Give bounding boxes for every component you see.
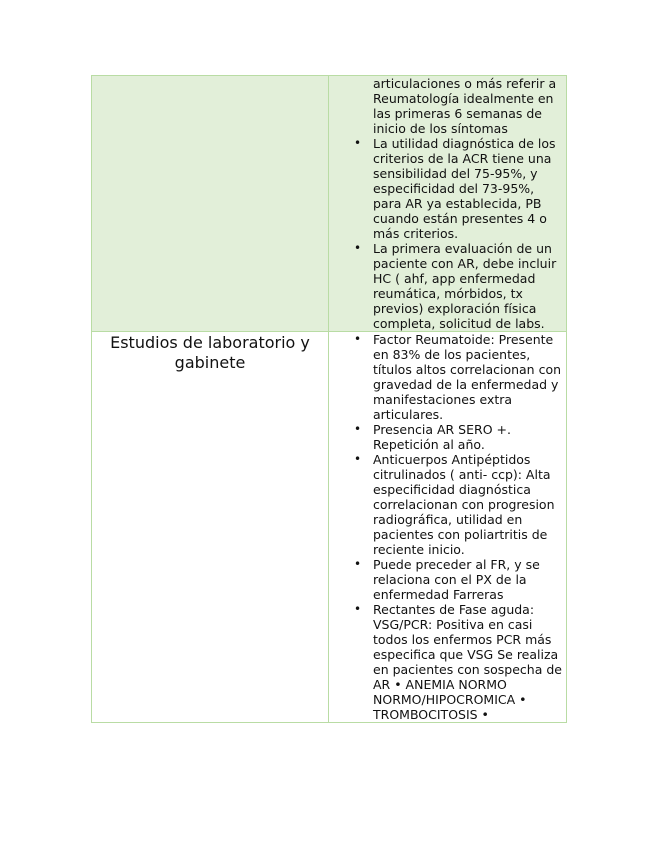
table-row — [92, 332, 567, 723]
list-item: • La primera evaluación de un paciente con AR, debe incluir HC ( ahf, app enfermedad reumática, mórbidos, tx previos) exploración física completa, solicitud de labs. — [373, 241, 562, 331]
list-item: • Rectantes de Fase aguda: VSG/PCR: Positiva en casi todos los enfermos PCR más especifica que VSG Se realiza en pacientes con sospecha de AR • ANEMIA NORMO NORMO/HIPOCROMICA • TROMBOCITOSIS • — [373, 602, 562, 722]
row2-bullet-list — [329, 332, 566, 722]
list-item: • Presencia AR SERO +. Repetición al año. — [373, 422, 562, 452]
list-item: • Anticuerpos Antipéptidos citrulinados ( anti- ccp): Alta especificidad diagnóstica correlacionan con progresion radiográfica, utilidad en pacientes con poliartritis de reciente inicio. — [373, 452, 562, 557]
table-row — [92, 76, 567, 332]
row1-right-cell — [329, 76, 567, 332]
row2-heading: Estudios de laboratorio y gabinete — [110, 333, 310, 372]
row2-left-cell — [92, 332, 329, 723]
row2-right-cell — [329, 332, 567, 723]
row1-bullet-list — [329, 76, 566, 331]
list-item: • Puede preceder al FR, y se relaciona con el PX de la enfermedad Farreras — [373, 557, 562, 602]
list-item: articulaciones o más referir a Reumatología idealmente en las primeras 6 semanas de inicio de los síntomas — [373, 76, 557, 136]
row1-left-text — [92, 76, 328, 77]
list-item: • Factor Reumatoide: Presente en 83% de los pacientes, títulos altos correlacionan con gravedad de la enfermedad y manifestaciones extra articulares. — [373, 332, 562, 422]
content-table — [91, 75, 567, 723]
list-item: • La utilidad diagnóstica de los criterios de la ACR tiene una sensibilidad del 75-95%, y especificidad del 73-95%, para AR ya establecida, PB cuando están presentes 4 o más criterios. — [373, 136, 562, 241]
row1-left-cell — [92, 76, 329, 332]
